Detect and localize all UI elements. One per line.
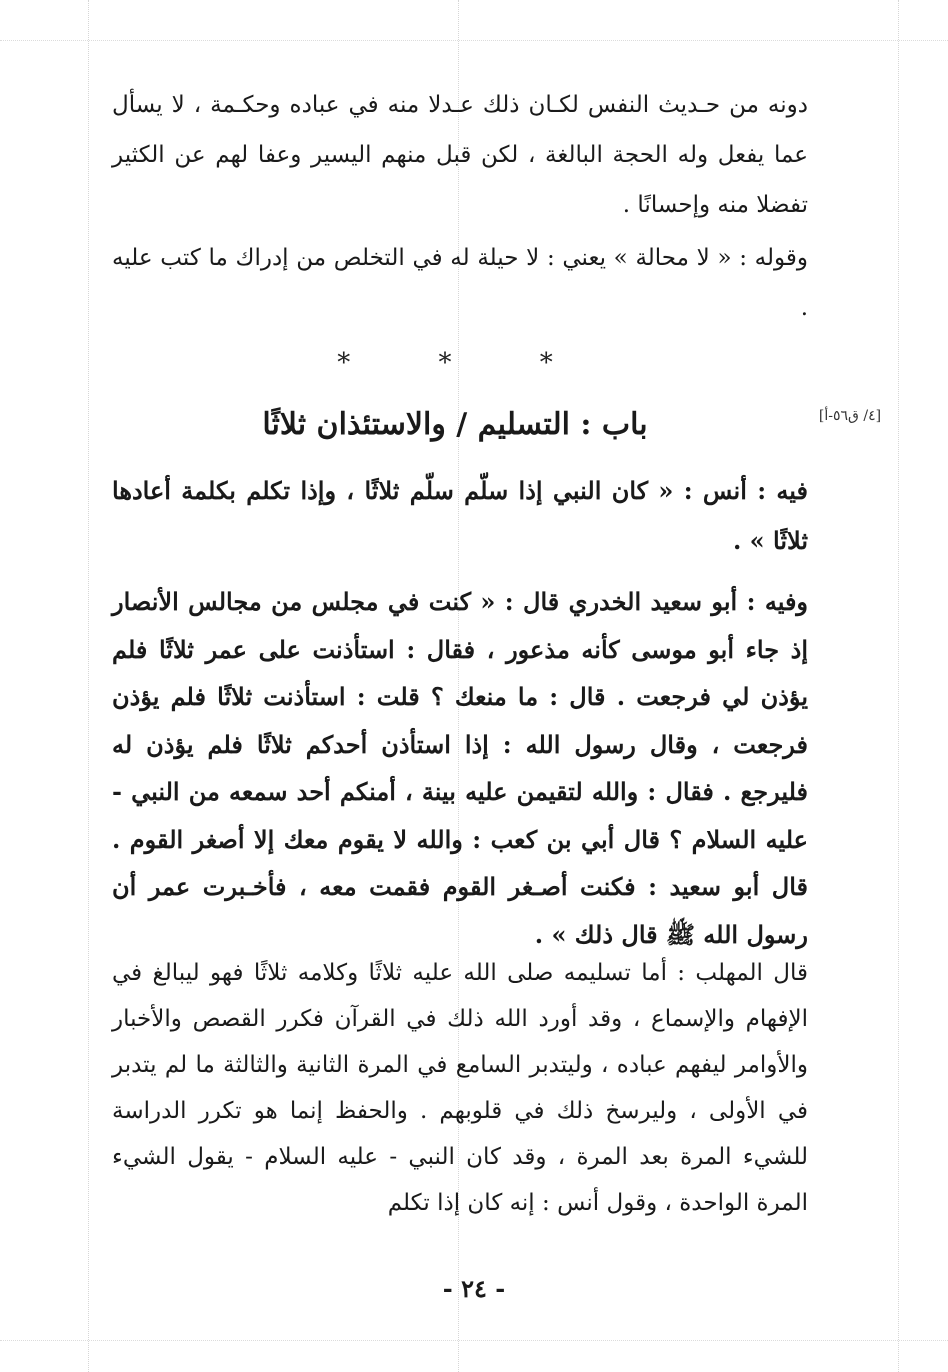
hadith-anas: فيه : أنس : « كان النبي إذا سلّم سلّم ثلاثًا ، وإذا تكلم بكلمة أعادها ثلاثًا » . xyxy=(112,476,808,555)
section-separator: * * * xyxy=(337,348,593,378)
scan-guide-line xyxy=(0,1340,948,1341)
page-number: - ٢٤ - xyxy=(442,1274,506,1303)
scan-guide-line xyxy=(88,0,89,1372)
paragraph-commentary: وقوله : « لا محالة » يعني : لا حيلة له في التخلص من إدراك ما كتب عليه . xyxy=(112,245,808,321)
paragraph-continuation: دونه من حـديث النفس لكـان ذلك عـدلا منه في عباده وحكـمة ، لا يسأل عما يفعل وله الحجة البالغة ، لكن قبل منهم اليسير وعفا لهم عن الكثير تفضلا منه وإحسانًا . xyxy=(112,92,808,218)
chapter-heading: باب : التسليم / والاستئذان ثلاثًا xyxy=(262,407,648,442)
hadith-abu-said: وفيه : أبو سعيد الخدري قال : « كنت في مجلس من مجالس الأنصار إذ جاء أبو موسى كأنه مذعور ، فقال : استأذنت على عمر ثلاثًا فلم يؤذن لي فرجعت . قال : ما منعك ؟ قلت : استأذنت ثلاثًا فلم يؤذن فرجعت ، وقال رسول الله : إذا استأذن أحدكم ثلاثًا فلم يؤذن له فليرجع . فقال : والله لتقيمن عليه بينة ، أمنكم أحد سمعه من النبي - عليه السلام ؟ قال أبي بن كعب : والله لا يقوم معك إلا أصغر القوم . قال أبو سعيد : فكنت أصـغر القوم فقمت معه ، فأخـبرت عمر أن رسول الله ﷺ قال ذلك » . xyxy=(112,587,808,949)
paragraph-muhallab-commentary: قال المهلب : أما تسليمه صلى الله عليه ثلاثًا وكلامه ثلاثًا فهو ليبالغ في الإفهام والإسماع ، وقد أورد الله ذلك في القرآن فكرر القصص والأخبار والأوامر ليفهم عباده ، وليتدبر السامع في المرة الثانية والثالثة ما لم يتدبر في الأولى ، وليرسخ ذلك في قلوبهم . والحفظ إنما هو تكرر الدراسة للشيء المرة بعد المرة ، وقد كان النبي - عليه السلام - يقول الشيء المرة الواحدة ، وقول أنس : إنه كان إذا تكلم xyxy=(112,960,808,1216)
manuscript-folio-reference: [٤/ ق٥٦-أ] xyxy=(818,408,882,424)
scan-guide-line xyxy=(898,0,899,1372)
scan-guide-line xyxy=(0,40,948,41)
